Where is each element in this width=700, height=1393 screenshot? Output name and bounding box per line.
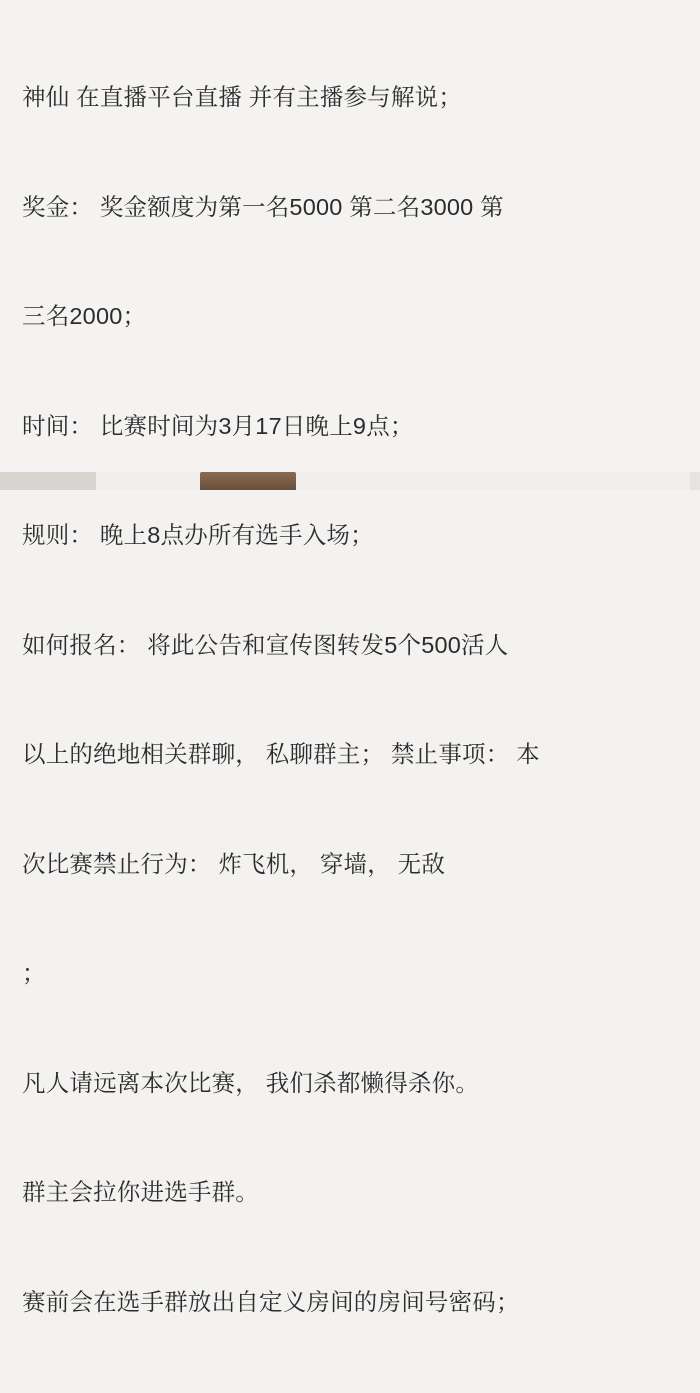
announcement-line-7: 以上的绝地相关群聊， 私聊群主； 禁止事项： 本	[22, 741, 540, 767]
announcement-line-3: 三名2000；	[22, 303, 147, 329]
bottom-thumbnail-artifact	[200, 472, 296, 490]
announcement-line-5: 规则： 晚上8点办所有选手入场；	[22, 522, 374, 548]
announcement-line-11: 群主会拉你进选手群。	[22, 1179, 259, 1205]
announcement-line-12: 赛前会在选手群放出自定义房间的房间号密码；	[22, 1288, 520, 1315]
announcement-line-2: 奖金： 奖金额度为第一名5000 第二名3000 第	[22, 193, 504, 220]
announcement-line-10: 凡人请远离本次比赛， 我们杀都懒得杀你。	[22, 1069, 480, 1096]
bottom-right-artifact	[690, 472, 700, 490]
bottom-edge-strip	[0, 472, 700, 490]
bottom-left-artifact	[0, 472, 96, 490]
announcement-line-9: ；	[22, 960, 46, 986]
announcement-line-8: 次比赛禁止行为： 炸飞机， 穿墙， 无敌	[22, 850, 446, 877]
announcement-line-4: 时间： 比赛时间为3月17日晚上9点；	[22, 412, 414, 439]
announcement-line-1: 神仙 在直播平台直播 并有主播参与解说；	[22, 84, 463, 110]
announcement-text-block	[22, 6, 686, 1393]
announcement-line-6: 如何报名： 将此公告和宣传图转发5个500活人	[22, 631, 509, 658]
